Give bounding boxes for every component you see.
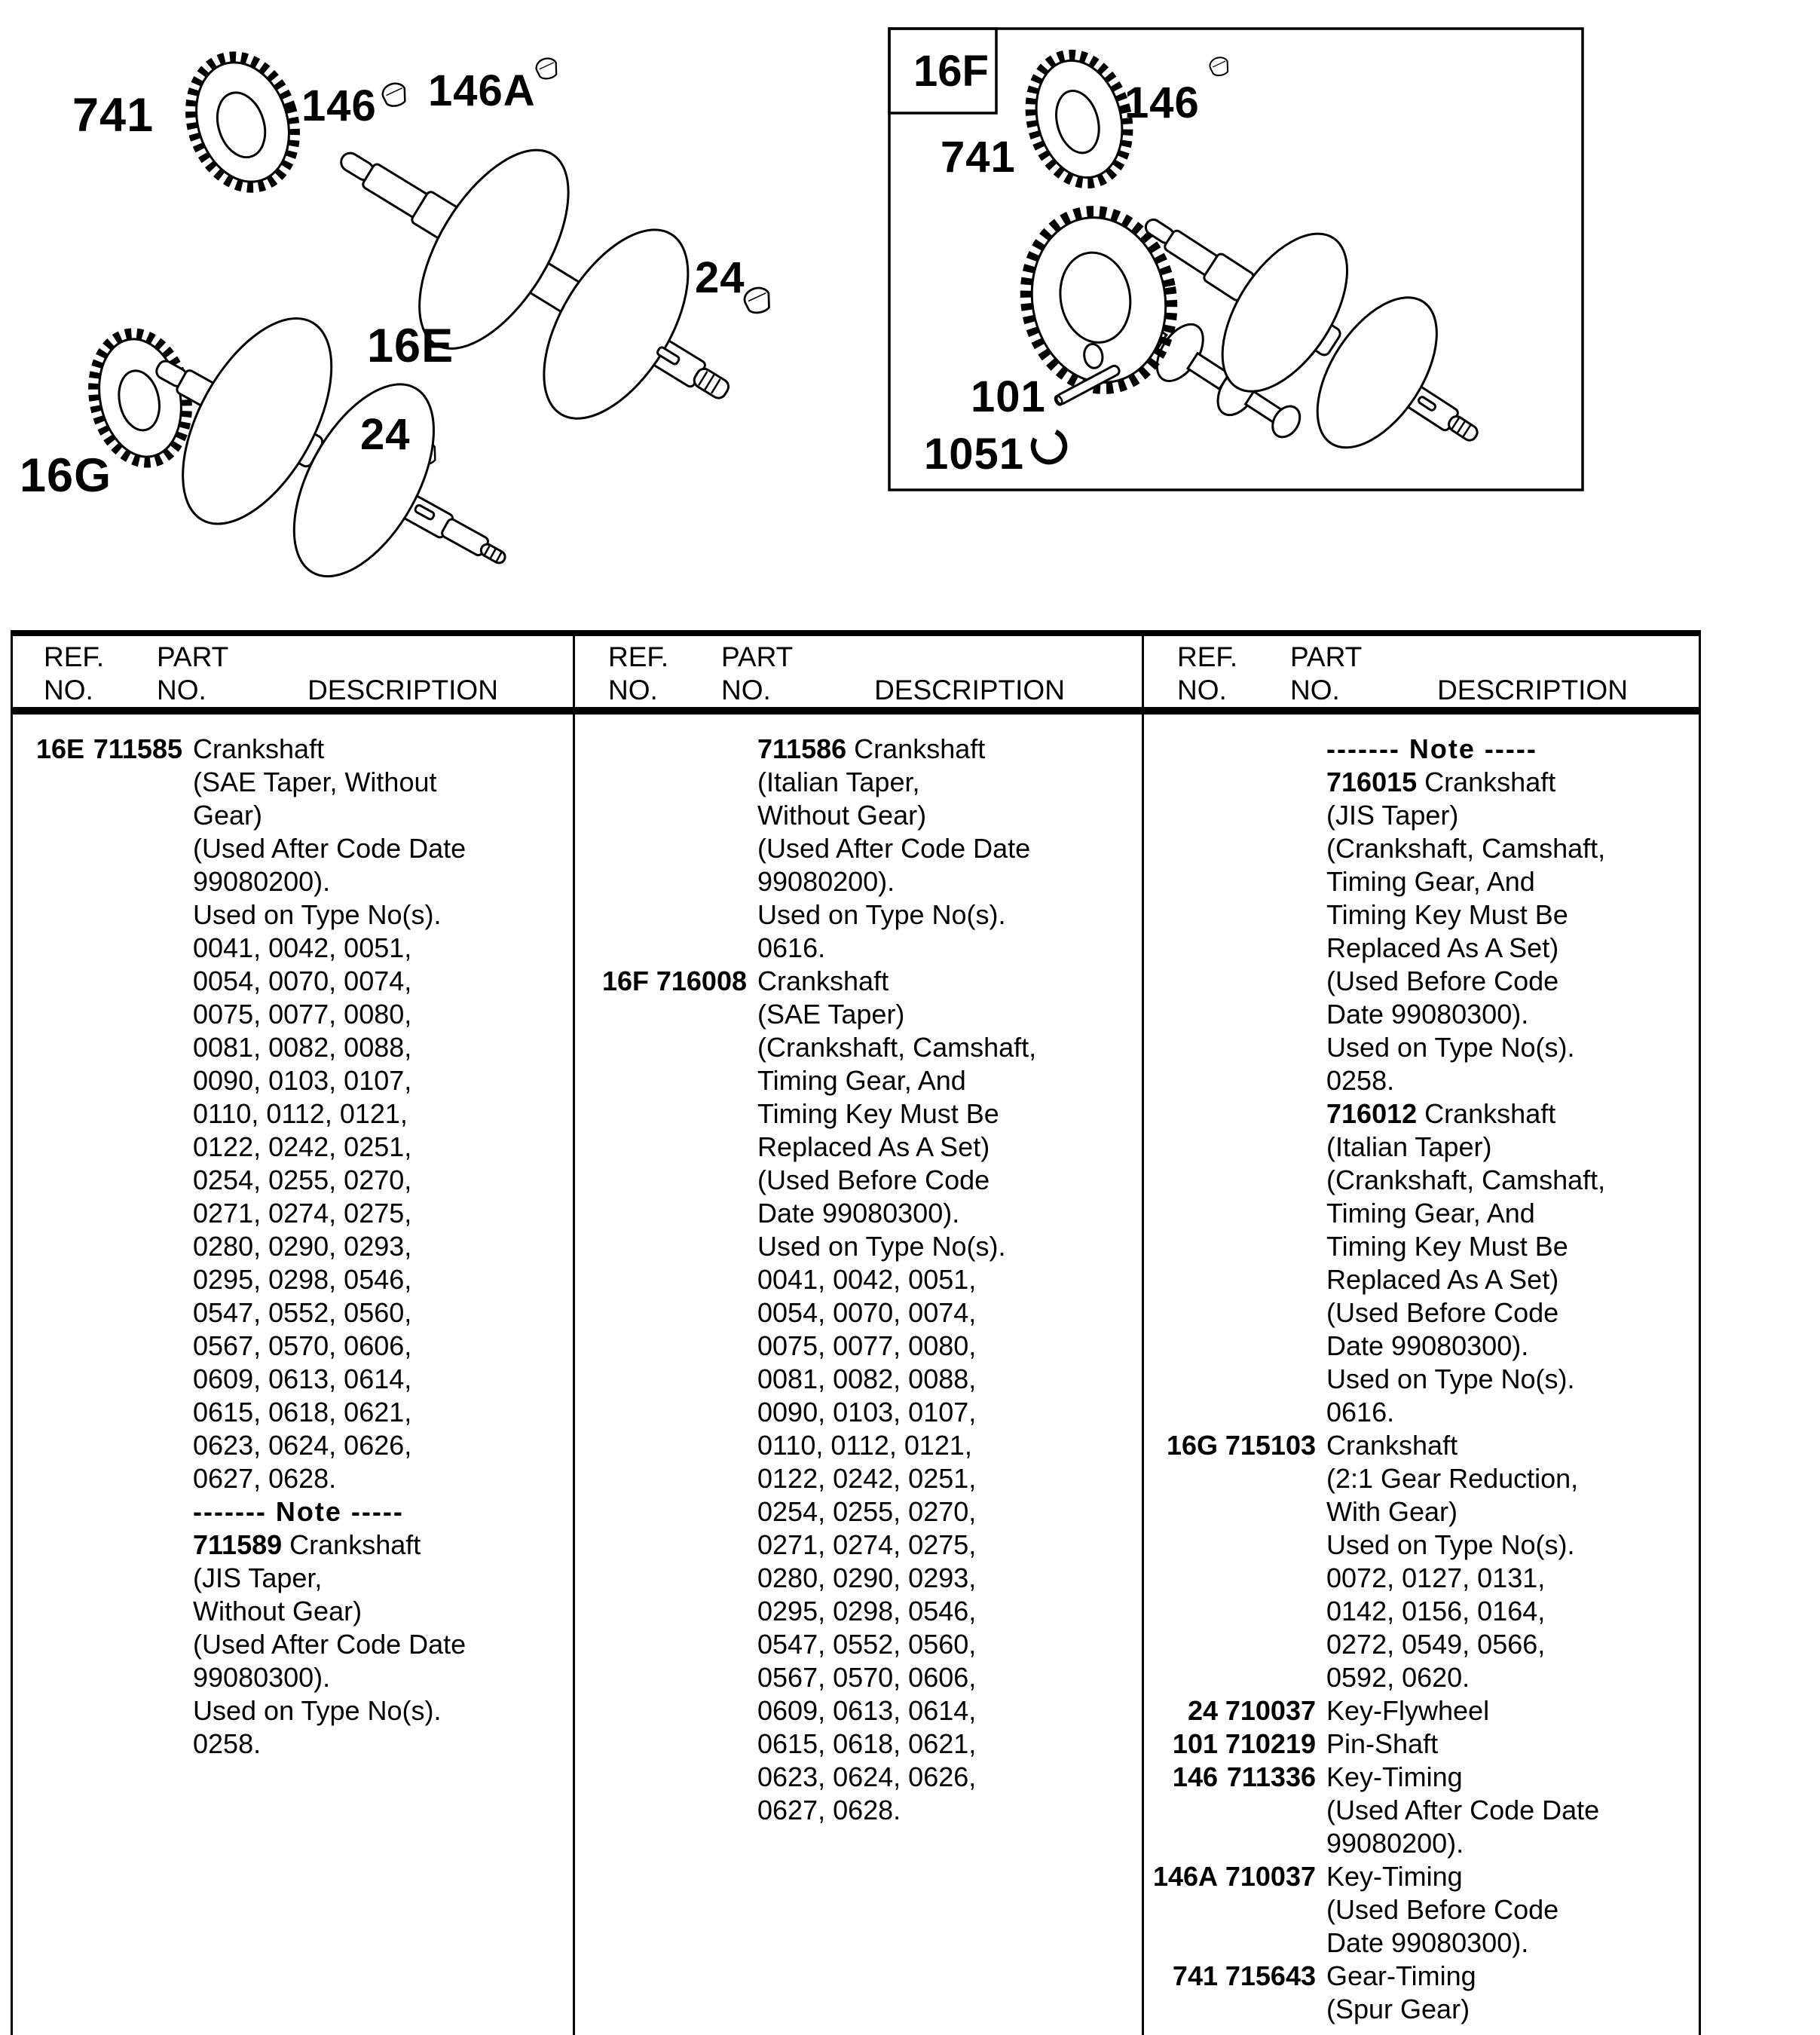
callout-146a: 146A [428,66,536,115]
description-line: (Used After Code Date [193,1629,466,1660]
description-header: DESCRIPTION [1437,675,1628,705]
description-line: (Crankshaft, Camshaft, [1326,833,1606,864]
table-row [1144,1860,1699,1960]
description-line: 0110, 0112, 0121, [757,1430,972,1461]
description-line: 99080200). [1326,1828,1464,1859]
description-line: Replaced As A Set) [757,1131,990,1162]
description-line: Replaced As A Set) [1326,1264,1559,1295]
description-line: Crankshaft [1326,1430,1458,1461]
part-no-header: PART NO. [721,641,794,705]
description-line: 0090, 0103, 0107, [757,1397,977,1428]
ref-no-header: REF. NO. [1177,641,1238,705]
key-146-inset-icon [1208,56,1231,78]
table-row [1144,733,1699,1429]
description-line: 0592, 0620. [1326,1662,1470,1693]
description-line: Used on Type No(s). [1326,1363,1575,1394]
part-no-cell: 715103 [1225,1430,1316,1461]
description-line: 0054, 0070, 0074, [757,1297,977,1328]
description-line: Without Gear) [757,800,927,831]
part-no-cell: 710037 [1225,1861,1316,1892]
table-header-col3 [1144,641,1699,707]
description-line: Used on Type No(s). [193,899,442,930]
ref-no-header: REF. NO. [608,641,669,705]
description-line: 0567, 0570, 0606, [757,1662,977,1693]
ref-no-header: REF. NO. [44,641,105,705]
description-line: 99080200). [193,866,331,897]
description-line: 716012 Crankshaft [1326,1098,1556,1129]
description-cell [1316,1727,1699,1761]
description-cell [747,965,1142,1827]
description-line: (Spur Gear) [1326,1994,1470,2024]
parts-list-column-3 [1144,733,1699,2026]
inline-part-number: 711586 [757,733,847,764]
description-line: 0254, 0255, 0270, [193,1164,412,1195]
description-line: 0041, 0042, 0051, [757,1264,977,1295]
timing-gear-741-drawing [175,44,310,200]
description-line: Used on Type No(s). [1326,1032,1575,1063]
description-line: 99080200). [757,866,895,897]
part-no-cell: 710219 [1225,1728,1316,1759]
description-line: Used on Type No(s). [757,1231,1006,1262]
key-24-icon [742,286,773,316]
description-line: 0075, 0077, 0080, [193,999,412,1030]
callout-24-mid: 24 [360,410,411,459]
table-header-rule [11,707,1701,715]
table-row [1144,1727,1699,1761]
inline-part-number: 716015 [1326,767,1418,797]
description-line: Key-Timing [1326,1861,1463,1892]
description-line: 0295, 0298, 0546, [757,1596,977,1626]
parts-list-column-1 [11,733,573,1761]
description-line: Gear) [193,800,263,831]
description-line: Timing Gear, And [757,1065,966,1096]
part-no-cell: 716008 [656,965,747,996]
description-line: 0272, 0549, 0566, [1326,1629,1546,1660]
description-line: 0122, 0242, 0251, [757,1463,977,1494]
description-line: 0295, 0298, 0546, [193,1264,412,1295]
description-line: Date 99080300). [757,1198,960,1229]
description-line: 0081, 0082, 0088, [757,1363,977,1394]
description-line: 0280, 0290, 0293, [757,1562,977,1593]
description-line: Used on Type No(s). [193,1695,442,1726]
description-line: 0271, 0274, 0275, [193,1198,412,1229]
description-line: 0254, 0255, 0270, [757,1496,977,1527]
table-row [575,733,1142,965]
description-line: (2:1 Gear Reduction, [1326,1463,1579,1494]
part-no-cell: 710037 [1225,1695,1316,1726]
description-line: 716015 Crankshaft [1326,767,1556,797]
description-line: Used on Type No(s). [757,899,1006,930]
key-146-icon [381,81,408,109]
description-line: 0609, 0613, 0614, [757,1695,977,1726]
table-top-rule [11,630,1701,636]
part-no-header: PART NO. [1290,641,1363,705]
key-146a-icon [534,57,559,81]
description-cell [1316,1694,1699,1727]
inline-part-number: 711589 [193,1529,283,1560]
description-line: Used on Type No(s). [1326,1529,1575,1560]
description-line: (Used After Code Date [757,833,1031,864]
description-line: (Used Before Code [1326,965,1559,996]
description-line: 0110, 0112, 0121, [193,1098,408,1129]
ref-no-cell: 741 [1172,1960,1218,1991]
part-no-cell: 711585 [93,733,182,764]
retaining-ring-1051-drawing [1028,425,1070,467]
table-row [1144,1960,1699,2026]
description-line: With Gear) [1326,1496,1458,1527]
ref-no-cell: 16F [601,965,649,996]
description-line: (JIS Taper, [193,1562,323,1593]
description-line: Date 99080300). [1326,1330,1529,1361]
description-header: DESCRIPTION [307,675,498,705]
description-line: 0072, 0127, 0131, [1326,1562,1546,1593]
description-line: Timing Key Must Be [757,1098,999,1129]
parts-list-column-2 [575,733,1142,1827]
exploded-parts-diagram [0,0,1820,637]
description-line: 0258. [1326,1065,1395,1096]
callout-741-inset: 741 [941,133,1016,182]
callout-24-top: 24 [695,253,745,302]
description-line: Timing Gear, And [1326,1198,1535,1229]
description-line: 0615, 0618, 0621, [193,1397,412,1428]
description-line: Timing Key Must Be [1326,1231,1568,1262]
ref-no-cell: 146 [1172,1761,1218,1792]
ref-no-cell: 16G [1166,1430,1218,1461]
callout-146: 146 [301,81,377,130]
description-cell [1316,1429,1699,1694]
description-cell [1316,1761,1699,1860]
description-line: (Crankshaft, Camshaft, [1326,1164,1606,1195]
description-line: 0623, 0624, 0626, [193,1430,412,1461]
description-cell [1316,1860,1699,1960]
description-line: (SAE Taper) [757,999,905,1030]
description-line: 0547, 0552, 0560, [757,1629,977,1660]
description-cell [182,733,573,1761]
description-line: 0081, 0082, 0088, [193,1032,412,1063]
description-line: Replaced As A Set) [1326,932,1559,963]
description-line: 0041, 0042, 0051, [193,932,412,963]
description-line: 711589 Crankshaft [193,1529,421,1560]
description-line: 0615, 0618, 0621, [757,1728,977,1759]
description-line: Crankshaft [757,965,889,996]
description-line: Timing Gear, And [1326,866,1535,897]
callout-16g: 16G [20,449,112,502]
ref-no-cell: 24 [1187,1695,1218,1726]
description-cell [1316,733,1699,1429]
description-line: Without Gear) [193,1596,362,1626]
description-line: (Crankshaft, Camshaft, [757,1032,1037,1063]
part-no-cell [1218,733,1316,1429]
description-line: Key-Flywheel [1326,1695,1490,1726]
description-line: 0627, 0628. [193,1463,337,1494]
table-border-right [1699,630,1701,2035]
table-row [1144,1761,1699,1860]
description-line: Timing Key Must Be [1326,899,1568,930]
description-line: 0567, 0570, 0606, [193,1330,412,1361]
description-line: (Used Before Code [1326,1894,1559,1925]
description-line: 0054, 0070, 0074, [193,965,412,996]
description-line: Gear-Timing [1326,1960,1476,1991]
description-line: (Italian Taper) [1326,1131,1492,1162]
description-line: ------- Note ----- [193,1496,404,1527]
part-no-header: PART NO. [157,641,229,705]
ref-no-cell: 146A [1152,1861,1218,1892]
ref-no-cell: 16E [35,733,84,764]
description-line: 0609, 0613, 0614, [193,1363,412,1394]
callout-1051: 1051 [924,430,1025,479]
table-row [1144,1429,1699,1694]
description-line: (Italian Taper, [757,767,920,797]
description-line: 711586 Crankshaft [757,733,986,764]
ref-no-cell [1144,733,1218,1429]
inset-box-label: 16F [913,47,989,96]
description-line: Key-Timing [1326,1761,1463,1792]
description-line: 0547, 0552, 0560, [193,1297,412,1328]
description-line: 0616. [1326,1397,1395,1428]
description-line: 0122, 0242, 0251, [193,1131,412,1162]
timing-gear-741-inset-drawing [1017,44,1141,194]
table-row [575,965,1142,1827]
description-line: 0616. [757,932,826,963]
description-line: 0271, 0274, 0275, [757,1529,977,1560]
part-no-cell: 715643 [1225,1960,1316,1991]
description-line: 0627, 0628. [757,1795,901,1825]
description-line: 0623, 0624, 0626, [757,1761,977,1792]
description-line: 0090, 0103, 0107, [193,1065,412,1096]
description-line: Pin-Shaft [1326,1728,1439,1759]
description-line: 0142, 0156, 0164, [1326,1596,1546,1626]
description-line: (JIS Taper) [1326,800,1459,831]
description-line: Date 99080300). [1326,999,1529,1030]
description-header: DESCRIPTION [874,675,1065,705]
description-line: (Used Before Code [1326,1297,1559,1328]
description-line: Date 99080300). [1326,1927,1529,1958]
description-line: 0075, 0077, 0080, [757,1330,977,1361]
description-line: Crankshaft [193,733,325,764]
description-line: 99080300). [193,1662,331,1693]
table-row [11,733,573,1761]
description-line: ------- Note ----- [1326,733,1537,764]
description-line: 0280, 0290, 0293, [193,1231,412,1262]
callout-146-inset: 146 [1124,78,1200,127]
description-line: (Used Before Code [757,1164,990,1195]
description-line: (SAE Taper, Without [193,767,437,797]
callout-101: 101 [971,372,1046,421]
description-line: (Used After Code Date [1326,1795,1600,1825]
callout-16e: 16E [367,320,454,372]
description-cell [747,733,1142,965]
table-header-col1 [11,641,573,707]
callout-741: 741 [72,89,154,142]
description-line: (Used After Code Date [193,833,466,864]
description-cell [1316,1960,1699,2026]
part-no-cell [649,733,747,965]
ref-no-cell: 101 [1172,1728,1218,1759]
table-row [1144,1694,1699,1727]
part-no-cell: 711336 [1226,1761,1316,1792]
ref-no-cell [575,733,649,965]
table-header-col2 [575,641,1142,707]
description-line: 0258. [193,1728,262,1759]
inline-part-number: 716012 [1326,1098,1418,1129]
